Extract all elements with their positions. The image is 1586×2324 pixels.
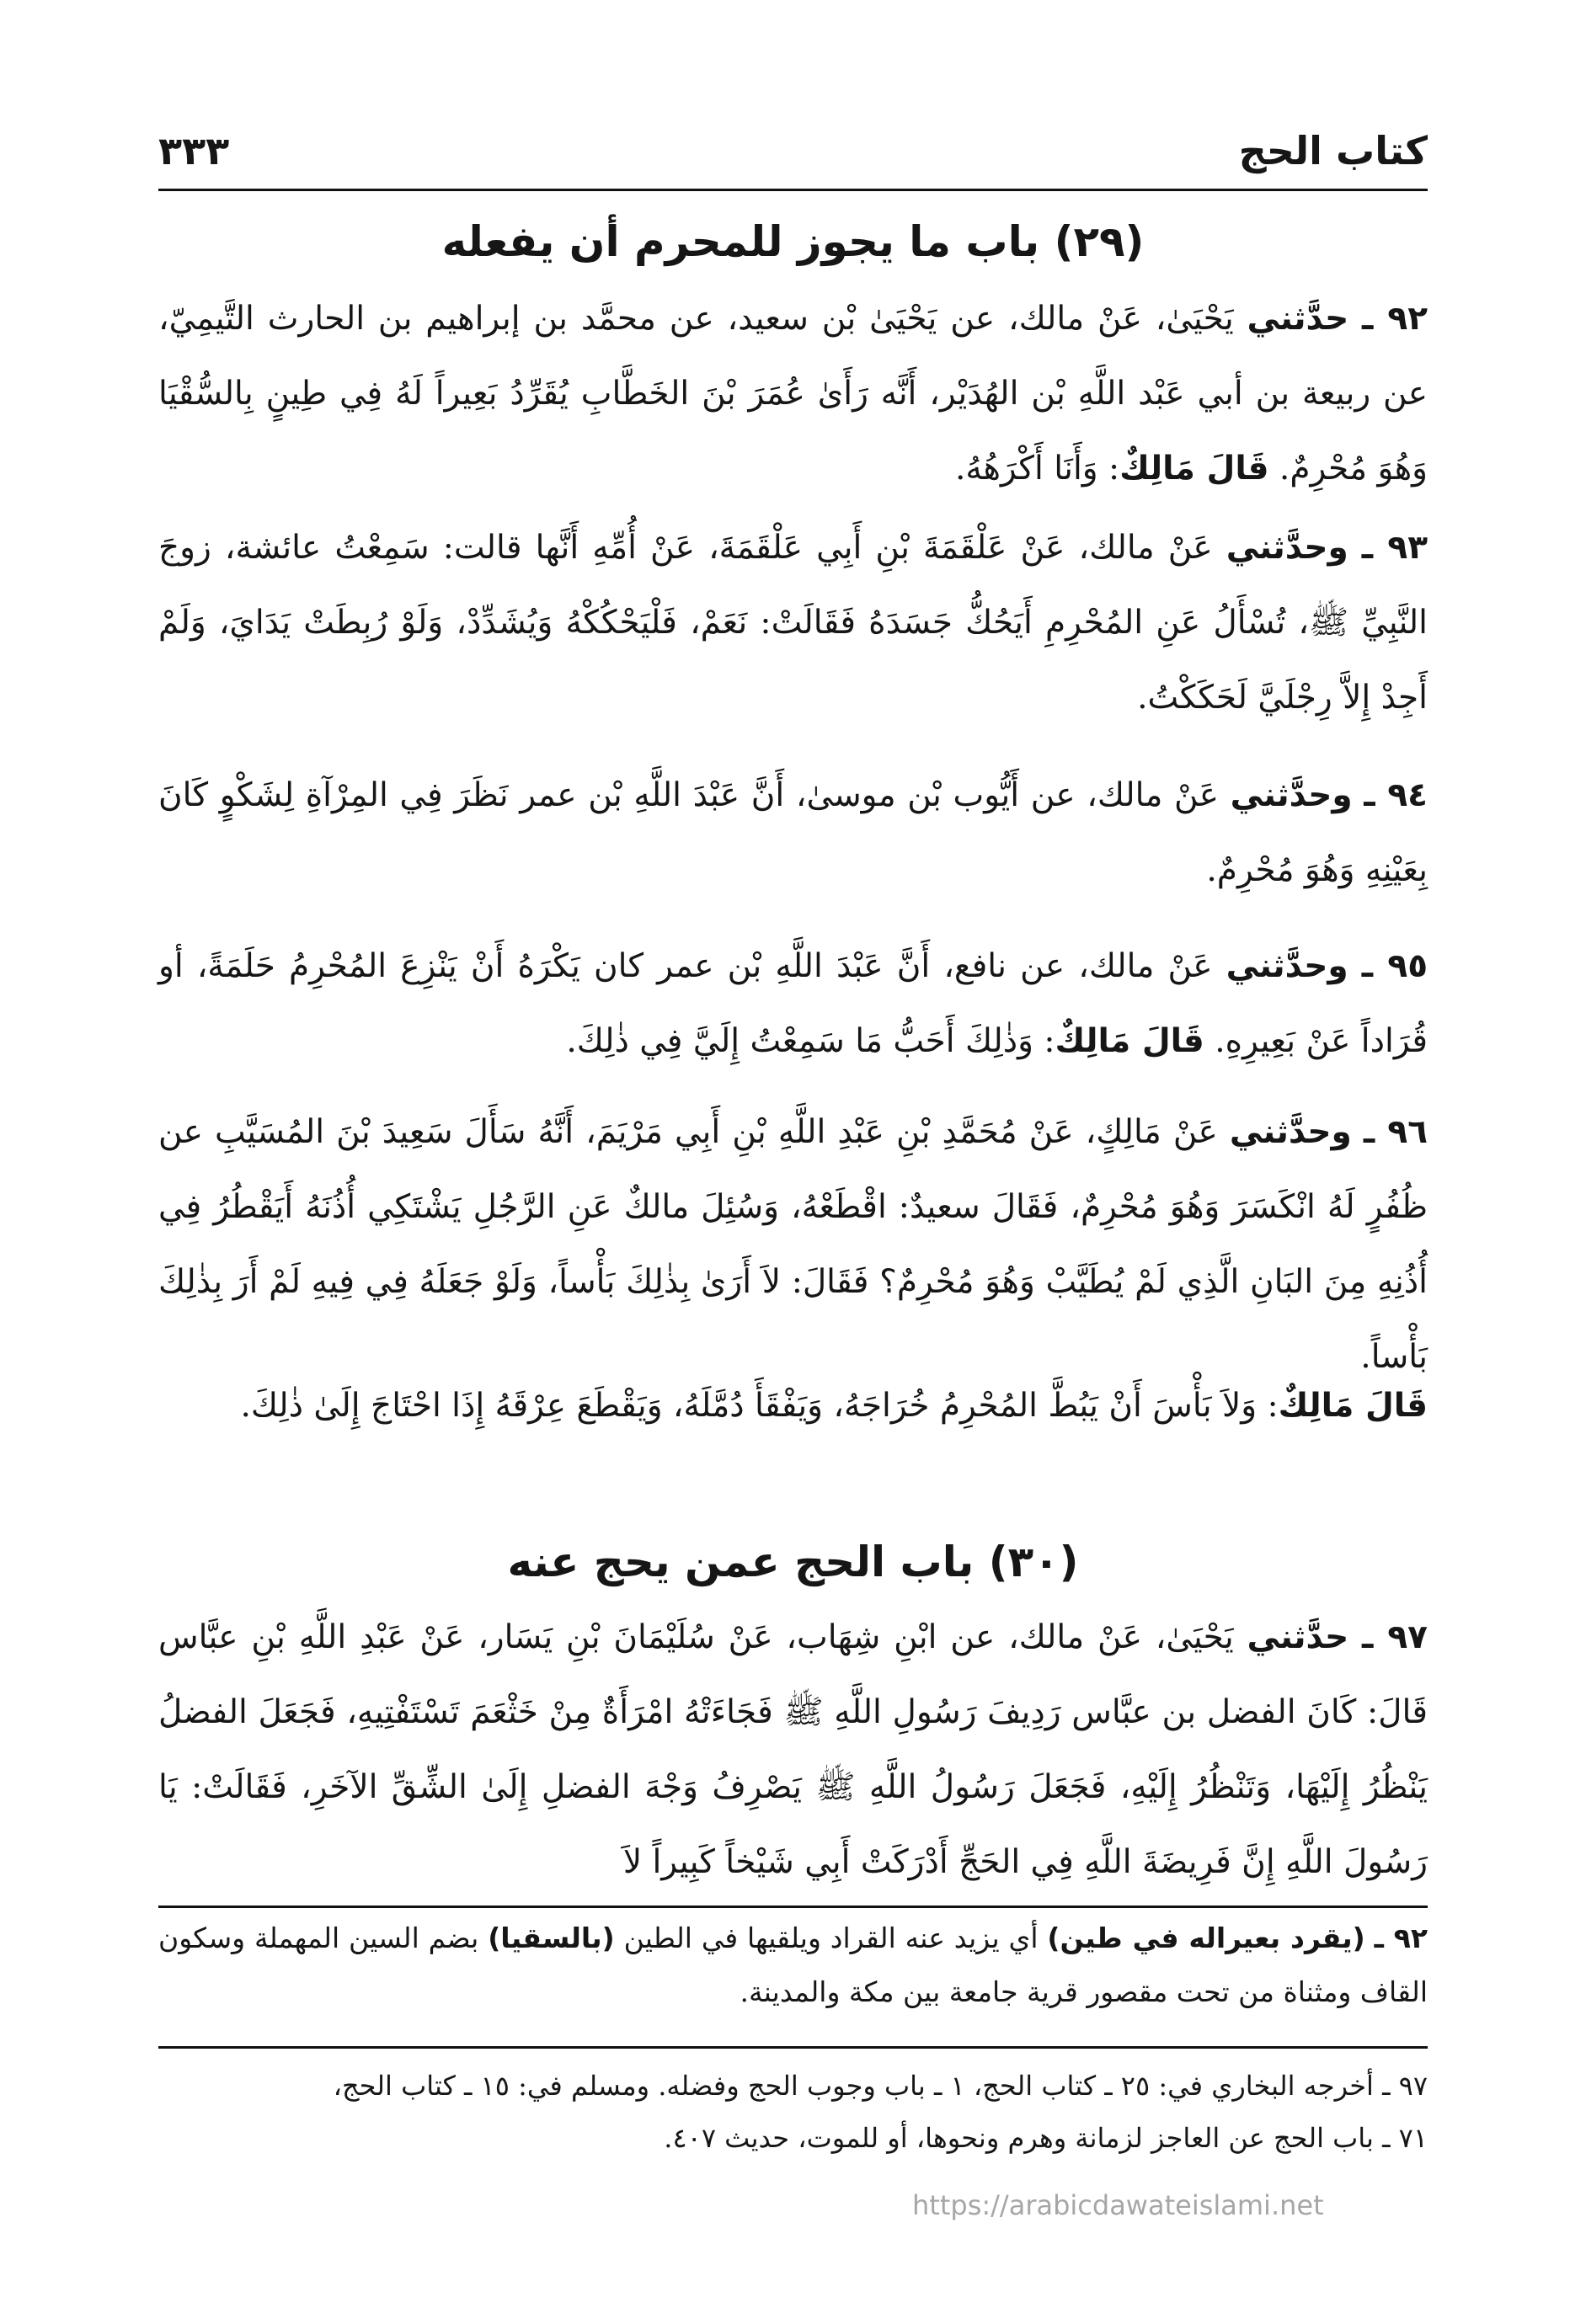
- footnote-text: أي يزيد عنه القراد ويلقيها في الطين: [614, 1922, 1048, 1954]
- hadith-number: ٩٥ ـ: [1361, 947, 1428, 985]
- hadith-text: عَنْ مالك، عَنْ عَلْقَمَةَ بْنِ أَبِي عَلْقَمَةَ، عَنْ أُمِّهِ أَنَّها قالت: سَمِعْتُ عائشة، زوجَ النَّبِيِّ ﷺ، تُسْأَلُ عَنِ المُحْرِمِ أَيَحُكُّ جَسَدَهُ فَقَالَتْ: نَعَمْ، فَلْيَحْكُكْهُ وَيُشَدِّدْ، وَلَوْ رُبِطَتْ يَدَايَ، وَلَمْ أَجِدْ إِلاَّ رِجْلَيَّ لَحَكَكْتُ.: [158, 529, 1428, 717]
- hadith-text: عَنْ مالك، عن أَيُّوب بْن موسىٰ، أَنَّ عَبْدَ اللَّهِ بْن عمر نَظَرَ فِي المِرْآةِ لِشَكْوٍ كَانَ بِعَيْنِهِ وَهُوَ مُحْرِمٌ.: [158, 776, 1428, 889]
- hadith-text: عَنْ مالك، عن نافع، أَنَّ عَبْدَ اللَّهِ بْن عمر كان يَكْرَهُ أَنْ يَنْزِعَ المُحْرِمُ حَلَمَةً، أو قُرَاداً عَنْ بَعِيرِهِ.: [158, 947, 1428, 1060]
- hadith-number: ٩٤ ـ: [1364, 776, 1428, 814]
- hadith-92: [158, 281, 1428, 506]
- narration-lead: حدَّثني: [1247, 300, 1349, 338]
- narration-lead: وحدَّثني: [1226, 529, 1348, 567]
- hadith-93: [158, 510, 1428, 735]
- reference-97: [158, 2060, 1428, 2164]
- malik-lead: قَالَ مَالِكٌ: [1278, 1387, 1428, 1425]
- reference-rule: [158, 2046, 1428, 2049]
- chapter-30-title: (٣٠) باب الحج عمن يحج عنه: [507, 1538, 1079, 1586]
- malik-lead: قَالَ مَالِكٌ: [1055, 1022, 1204, 1060]
- malik-text: : وَلاَ بَأْسَ أَنْ يَبُطَّ المُحْرِمُ خُرَاجَهُ، وَيَفْقَأَ دُمَّلَهُ، وَيَقْطَعَ عِرْقَهُ إِذَا احْتَاجَ إِلَىٰ ذٰلِكَ.: [240, 1387, 1279, 1425]
- hadith-95: [158, 929, 1428, 1079]
- reference-line: ٧١ ـ باب الحج عن العاجز لزمانة وهرم ونحوها، أو للموت، حديث ٤٠٧.: [664, 2122, 1428, 2154]
- watermark-url: https://arabicdawateislami.net: [912, 2189, 1324, 2221]
- malik-text: : وَأَنَا أَكْرَهُهُ.: [955, 450, 1120, 488]
- reference-line: ٩٧ ـ أخرجه البخاري في: ٢٥ ـ كتاب الحج، ١ ـ باب وجوب الحج وفضله. ومسلم في: ١٥ ـ كتاب الحج،: [333, 2070, 1428, 2102]
- book-title: كتاب الحج: [1238, 128, 1428, 173]
- hadith-text: يَحْيَىٰ، عَنْ مالك، عن ابْنِ شِهَاب، عَنْ سُلَيْمَانَ بْنِ يَسَار، عَنْ عَبْدِ اللَّهِ بْنِ عبَّاس قَالَ: كَانَ الفضل بن عبَّاس رَدِيفَ رَسُولِ اللَّهِ ﷺ فَجَاءَتْهُ امْرَأَةٌ مِنْ خَثْعَمَ تَسْتَفْتِيهِ، فَجَعَلَ الفضلُ يَنْظُرُ إِلَيْهَا، وَتَنْظُرُ إِلَيْهِ، فَجَعَلَ رَسُولُ اللَّهِ ﷺ يَصْرِفُ وَجْهَ الفضلِ إِلَىٰ الشِّقِّ الآخَرِ، فَقَالَتْ: يَا رَسُولَ اللَّهِ إِنَّ فَرِيضَةَ اللَّهِ فِي الحَجِّ أَدْرَكَتْ أَبِي شَيْخاً كَبِيراً لاَ: [158, 1618, 1428, 1881]
- hadith-number: ٩٦ ـ: [1363, 1113, 1428, 1151]
- footnote-term: (بالسقيا): [488, 1922, 615, 1954]
- malik-text: : وَذٰلِكَ أَحَبُّ مَا سَمِعْتُ إِلَيَّ فِي ذٰلِكَ.: [566, 1022, 1055, 1060]
- malik-commentary: [158, 1368, 1428, 1443]
- narration-lead: وحدَّثني: [1230, 776, 1353, 814]
- hadith-94: [158, 758, 1428, 908]
- running-head: [158, 128, 1428, 179]
- narration-lead: وحدَّثني: [1229, 1113, 1352, 1151]
- hadith-text: يَحْيَىٰ، عَنْ مالك، عن يَحْيَىٰ بْن سعيد، عن محمَّد بن إبراهيم بن الحارث التَّيمِيّ، عن ربيعة بن أبي عَبْد اللَّهِ بْن الهُدَيْر، أَنَّه رَأَىٰ عُمَرَ بْنَ الخَطَّابِ يُقَرِّدُ بَعِيراً لَهُ فِي طِينٍ بِالسُّقْيَا وَهُوَ مُحْرِمٌ.: [158, 300, 1428, 488]
- footnote-92: [158, 1911, 1428, 2019]
- hadith-number: ٩٣ ـ: [1361, 529, 1428, 567]
- hadith-number: ٩٧ ـ: [1362, 1618, 1428, 1656]
- hadith-number: ٩٢ ـ: [1362, 300, 1428, 338]
- footnote-lead: (يقرد بعيراله في طين): [1047, 1922, 1365, 1954]
- hadith-text: عَنْ مَالِكٍ، عَنْ مُحَمَّدِ بْنِ عَبْدِ اللَّهِ بْنِ أَبِي مَرْيَمَ، أَنَّهُ سَأَلَ سَعِيدَ بْنَ المُسَيَّبِ عن ظُفُرٍ لَهُ انْكَسَرَ وَهُوَ مُحْرِمٌ، فَقَالَ سعيدٌ: اقْطَعْهُ، وَسُئِلَ مالكٌ عَنِ الرَّجُلِ يَشْتَكِي أُذُنَهُ أَيَقْطُرُ فِي أُذُنِهِ مِنَ البَانِ الَّذِي لَمْ يُطَيَّبْ وَهُوَ مُحْرِمٌ؟ فَقَالَ: لاَ أَرَىٰ بِذٰلِكَ بَأْساً، وَلَوْ جَعَلَهُ فِي فِيهِ لَمْ أَرَ بِذٰلِكَ بَأْساً.: [158, 1113, 1428, 1376]
- footnote-rule: [158, 1906, 1428, 1908]
- header-rule: [158, 189, 1428, 191]
- narration-lead: وحدَّثني: [1226, 947, 1348, 985]
- footnote-number: ٩٢ ـ: [1374, 1922, 1428, 1954]
- hadith-96: [158, 1095, 1428, 1394]
- footnote-text: بضم السين المهملة وسكون القاف ومثناة من تحت مقصور قرية جامعة بين مكة والمدينة.: [158, 1922, 1428, 2008]
- hadith-97: [158, 1600, 1428, 1900]
- page-number: ٣٣٣: [158, 128, 230, 173]
- narration-lead: حدَّثني: [1247, 1618, 1349, 1656]
- malik-lead: قَالَ مَالِكٌ: [1119, 450, 1269, 488]
- chapter-29-title: (٢٩) باب ما يجوز للمحرم أن يفعله: [441, 217, 1145, 266]
